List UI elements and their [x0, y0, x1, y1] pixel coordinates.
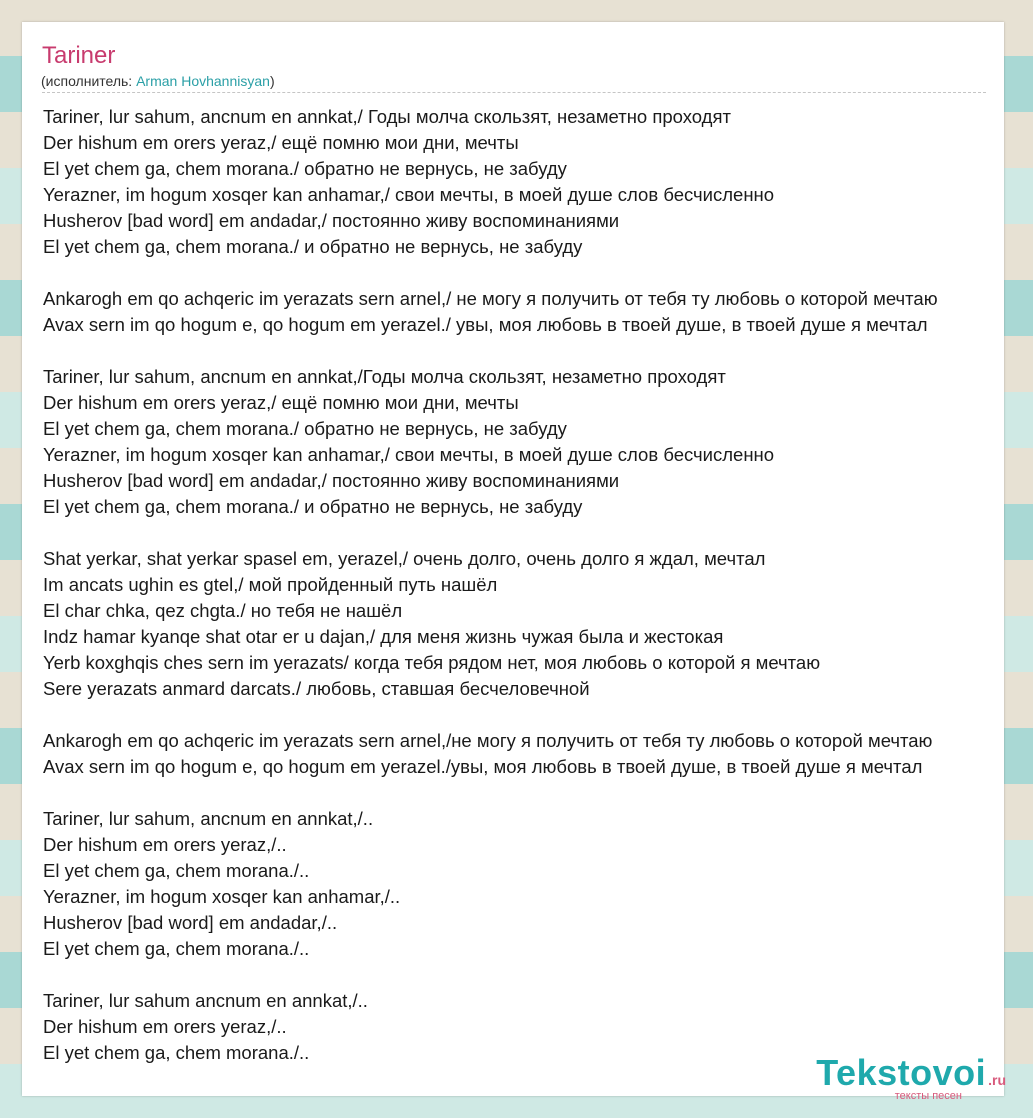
lyrics-stanza — [43, 286, 1033, 338]
artist-link[interactable]: Arman Hovhannisyan — [136, 73, 270, 89]
lyric-line: Avax sern im qo hogum e, qo hogum em yerazel./увы, моя любовь в твоей душе, в твоей душе я мечтал — [43, 756, 923, 777]
lyric-line: Shat yerkar, shat yerkar spasel em, yerazel,/ очень долго, очень долго я ждал, мечтал — [43, 548, 766, 569]
lyrics-stanza — [43, 806, 1033, 962]
logo-suffix: .ru — [988, 1072, 1006, 1088]
lyric-line: Indz hamar kyanqe shat otar er u dajan,/ для меня жизнь чужая была и жестокая — [43, 626, 724, 647]
lyric-line: El yet chem ga, chem morana./.. — [43, 860, 310, 881]
title-divider — [42, 92, 986, 93]
lyric-line: El yet chem ga, chem morana./.. — [43, 1042, 310, 1063]
lyric-line: Husherov [bad word] em andadar,/ постоянно живу воспоминаниями — [43, 470, 620, 491]
lyric-line: Der hishum em orers yeraz,/ ещё помню мои дни, мечты — [43, 392, 519, 413]
lyrics-stanza — [43, 104, 1033, 260]
lyric-line: Der hishum em orers yeraz,/.. — [43, 1016, 287, 1037]
lyrics-stanza — [43, 546, 1033, 702]
lyric-line: Yerb koxghqis ches sern im yerazats/ когда тебя рядом нет, моя любовь о которой я мечтаю — [43, 652, 821, 673]
artist-prefix: (исполнитель: — [41, 73, 137, 89]
logo-name: Tekstovoi — [816, 1052, 987, 1093]
lyric-line: El yet chem ga, chem morana./ обратно не вернусь, не забуду — [43, 418, 567, 439]
lyric-line: El yet chem ga, chem morana./ обратно не вернусь, не забуду — [43, 158, 567, 179]
lyric-line: El yet chem ga, chem morana./ и обратно не вернусь, не забуду — [43, 496, 583, 517]
lyric-line: Yerazner, im hogum xosqer kan anhamar,/ свои мечты, в моей душе слов бесчисленно — [43, 184, 775, 205]
song-title: Tariner — [42, 42, 116, 69]
lyric-line: Ankarogh em qo achqeric im yerazats sern arnel,/не могу я получить от тебя ту любовь о которой мечтаю — [43, 730, 933, 751]
logo-tagline: тексты песен — [894, 1090, 962, 1102]
lyric-line: Sere yerazats anmard darcats./ любовь, ставшая бесчеловечной — [43, 678, 590, 699]
lyrics-stanza — [43, 728, 1033, 780]
lyrics-card — [22, 22, 1006, 1102]
lyric-line: Husherov [bad word] em andadar,/.. — [43, 912, 338, 933]
lyric-line: Der hishum em orers yeraz,/ ещё помню мои дни, мечты — [43, 132, 519, 153]
lyric-line: Avax sern im qo hogum e, qo hogum em yerazel./ увы, моя любовь в твоей душе, в твоей душе я мечтал — [43, 314, 928, 335]
lyric-line: Tariner, lur sahum, ancnum en annkat,/.. — [43, 808, 374, 829]
artist-suffix: ) — [269, 73, 275, 89]
lyric-line: Husherov [bad word] em andadar,/ постоянно живу воспоминаниями — [43, 210, 620, 231]
lyric-line: Im ancats ughin es gtel,/ мой пройденный путь нашёл — [43, 574, 498, 595]
lyric-line: Ankarogh em qo achqeric im yerazats sern arnel,/ не могу я получить от тебя ту любовь о которой мечтаю — [43, 288, 938, 309]
lyrics-stanza — [43, 364, 1033, 520]
site-logo[interactable] — [796, 1052, 1006, 1102]
lyric-line: El yet chem ga, chem morana./.. — [43, 938, 310, 959]
lyric-line: El char chka, qez chgta./ но тебя не нашёл — [43, 600, 403, 621]
lyric-line: Tariner, lur sahum, ancnum en annkat,/ Годы молча скользят, незаметно проходят — [43, 106, 731, 127]
lyric-line: Yerazner, im hogum xosqer kan anhamar,/.. — [43, 886, 401, 907]
lyric-line: Yerazner, im hogum xosqer kan anhamar,/ свои мечты, в моей душе слов бесчисленно — [43, 444, 775, 465]
artist-line — [41, 73, 275, 89]
lyrics-text — [43, 104, 1033, 1066]
lyric-line: Tariner, lur sahum, ancnum en annkat,/Годы молча скользят, незаметно проходят — [43, 366, 726, 387]
lyric-line: El yet chem ga, chem morana./ и обратно не вернусь, не забуду — [43, 236, 583, 257]
lyric-line: Der hishum em orers yeraz,/.. — [43, 834, 287, 855]
lyric-line: Tariner, lur sahum ancnum en annkat,/.. — [43, 990, 368, 1011]
